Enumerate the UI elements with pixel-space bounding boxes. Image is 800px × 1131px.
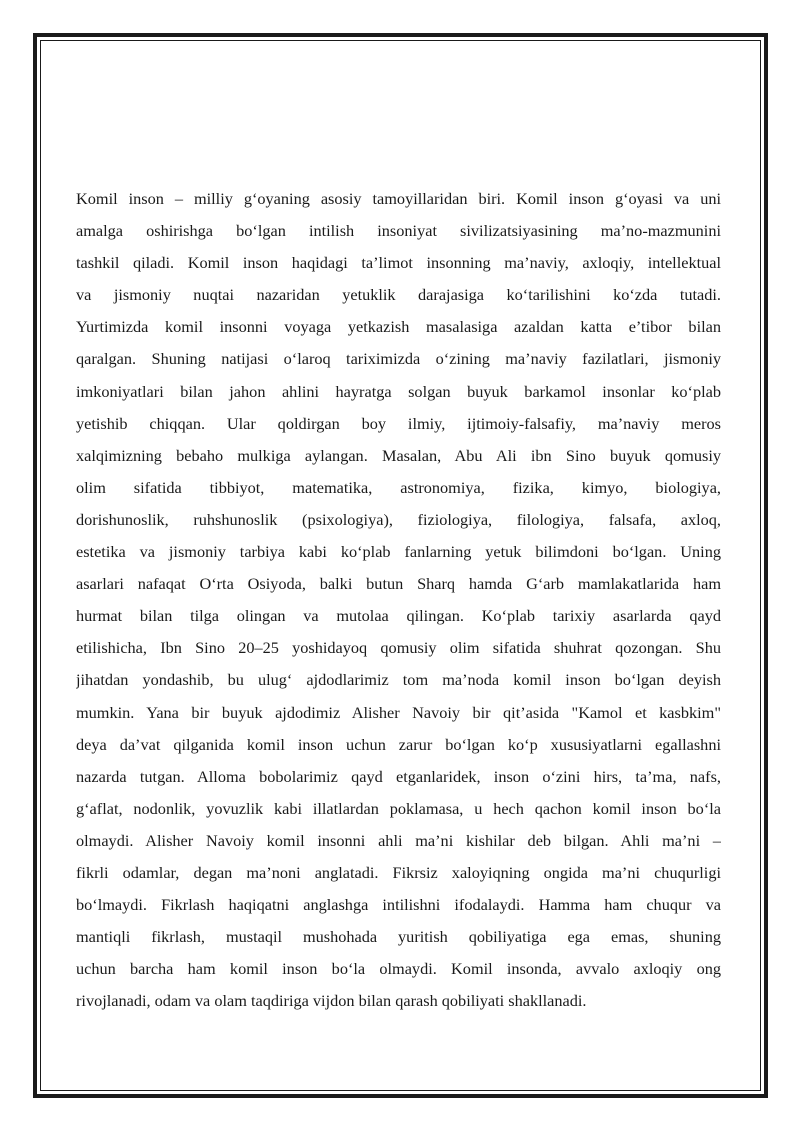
text-line: g‘aflat, nodonlik, yovuzlik kabi illatlardan poklamasa, u hech qachon komil inson bo‘la bbox=[76, 798, 721, 818]
text-line: fikrli odamlar, degan ma’noni anglatadi. Fikrsiz xaloyiqning ongida ma’ni chuqurligi bbox=[76, 862, 721, 882]
text-line: Komil inson – milliy g‘oyaning asosiy tamoyillaridan biri. Komil inson g‘oyasi va uni bbox=[76, 189, 721, 208]
text-line: rivojlanadi, odam va olam taqdiriga vijdon bilan qarash qobiliyati shakllanadi. bbox=[76, 991, 587, 1011]
text-line: dorishunoslik, ruhshunoslik (psixologiya), fiziologiya, filologiya, falsafa, axloq, bbox=[76, 509, 721, 529]
text-line: amalga oshirishga bo‘lgan intilish insoniyat sivilizatsiyasining ma’no-mazmunini bbox=[76, 221, 721, 241]
text-line: bo‘lmaydi. Fikrlash haqiqatni anglashga intilishni ifodalaydi. Hamma ham chuqur va bbox=[76, 895, 721, 915]
text-line: asarlari nafaqat O‘rta Osiyoda, balki butun Sharq hamda G‘arb mamlakatlarida ham bbox=[76, 574, 721, 594]
text-line: uchun barcha ham komil inson bo‘la olmaydi. Komil insonda, avvalo axloqiy ong bbox=[76, 959, 721, 979]
body-text bbox=[76, 183, 721, 1017]
text-line: xalqimizning bebaho mulkiga aylangan. Masalan, Abu Ali ibn Sino buyuk qomusiy bbox=[76, 445, 721, 465]
text-line: yetishib chiqqan. Ular qoldirgan boy ilmiy, ijtimoiy-falsafiy, ma’naviy meros bbox=[76, 413, 721, 433]
text-line: mumkin. Yana bir buyuk ajdodimiz Alisher Navoiy bir qit’asida "Kamol et kasbkim" bbox=[76, 702, 721, 722]
text-line: etilishicha, Ibn Sino 20–25 yoshidayoq qomusiy olim sifatida shuhrat qozongan. Shu bbox=[76, 638, 721, 658]
text-line: nazarda tutgan. Alloma bobolarimiz qayd etganlaridek, inson o‘zini hirs, ta’ma, nafs, bbox=[76, 766, 721, 786]
text-line: olim sifatida tibbiyot, matematika, astronomiya, fizika, kimyo, biologiya, bbox=[76, 477, 721, 497]
text-line: Yurtimizda komil insonni voyaga yetkazish masalasiga azaldan katta e’tibor bilan bbox=[76, 317, 721, 337]
text-line: olmaydi. Alisher Navoiy komil insonni ahli ma’ni kishilar deb bilgan. Ahli ma’ni – bbox=[76, 830, 721, 850]
text-line: estetika va jismoniy tarbiya kabi ko‘plab fanlarning yetuk bilimdoni bo‘lgan. Uning bbox=[76, 542, 721, 562]
text-line: hurmat bilan tilga olingan va mutolaa qilingan. Ko‘plab tarixiy asarlarda qayd bbox=[76, 606, 721, 626]
text-line: tashkil qiladi. Komil inson haqidagi ta’limot insonning ma’naviy, axloqiy, intellektual bbox=[76, 253, 721, 273]
text-line: imkoniyatlari bilan jahon ahlini hayratga solgan buyuk barkamol insonlar ko‘plab bbox=[76, 381, 721, 401]
text-line: jihatdan yondashib, bu ulug‘ ajdodlarimiz tom ma’noda komil inson bo‘lgan deyish bbox=[76, 670, 721, 690]
text-line: mantiqli fikrlash, mustaqil mushohada yuritish qobiliyatiga ega emas, shuning bbox=[76, 927, 721, 947]
text-line: va jismoniy nuqtai nazaridan yetuklik darajasiga ko‘tarilishini ko‘zda tutadi. bbox=[76, 285, 721, 305]
text-line: qaralgan. Shuning natijasi o‘laroq tariximizda o‘zining ma’naviy fazilatlari, jismoniy bbox=[76, 349, 721, 369]
text-line: deya da’vat qilganida komil inson uchun zarur bo‘lgan ko‘p xususiyatlarni egallashni bbox=[76, 734, 721, 754]
